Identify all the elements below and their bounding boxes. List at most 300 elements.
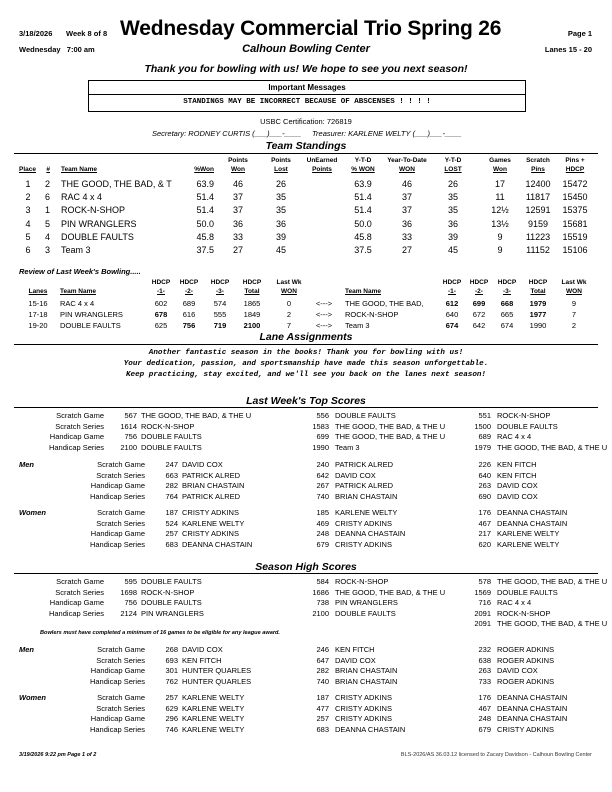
standings-col-header: Pins [531,166,545,173]
review-cell: 17-18 [28,310,48,319]
top-women-score: 683 [165,539,178,549]
season-team-name: PIN WRANGLERS [335,598,398,607]
week-label: Week 8 of 8 [66,29,108,38]
top-team-score: 689 [478,432,491,441]
standings-place: 3 [25,205,31,216]
top-women-name: KARLENE WELTY [497,539,560,549]
top-women-name: KARLENE WELTY [182,518,245,528]
review-cell: <---> [315,299,333,308]
season-women-score: 477 [316,703,329,713]
season-men-category: Handicap Game [90,666,145,675]
review-cell: 602 [154,299,168,308]
season-men-category: Scratch Series [96,655,145,665]
season-men-score: 301 [165,666,178,675]
top-team-score: 556 [316,411,329,420]
standings-cell: 11223 [525,231,551,242]
season-team-name: DOUBLE FAULTS [141,598,202,607]
lanes-label: Lanes 15 - 20 [544,45,592,54]
season-men-name: ROGER ADKINS [497,676,555,686]
messages-text: STANDINGS MAY BE INCORRECT BECAUSE OF ABSCENSES ! ! ! ! [183,98,431,106]
season-team-name: THE GOOD, THE BAD, & THE U [335,587,446,597]
season-team-name: DOUBLE FAULTS [141,577,202,586]
season-women-name: CRISTY ADKINS [335,693,392,702]
top-men-score: 642 [316,470,329,480]
season-team-score: 2091 [474,619,491,628]
season-men-score: 638 [478,655,491,665]
season-women-score: 679 [478,724,491,734]
review-col-header: HDCP [242,279,262,286]
footer-right: BLS-2026/AS 36.03.12 licensed to Zacary Davidson - Calhoun Bowling Center [400,752,592,758]
season-men-name: ROGER ADKINS [497,645,555,654]
review-cell: 0 [286,299,292,308]
season-team-name: THE GOOD, THE BAD, & THE U [497,619,608,628]
top-women-name: CRISTY ADKINS [335,539,392,549]
season-team-score: 578 [478,577,491,586]
review-cell: THE GOOD, THE BAD, [345,299,424,308]
season-team-score: 2124 [120,608,137,618]
standings-cell: DOUBLE FAULTS [61,231,134,242]
season-high-rule [14,573,598,574]
season-women-name: KARLENE WELTY [182,724,245,734]
season-women-category: Scratch Series [96,703,145,713]
season-men-score: 268 [165,645,178,654]
top-men-score: 263 [478,481,491,490]
season-women-score: 629 [165,703,178,713]
standings-cell: 12591 [525,205,551,216]
review-title: Review of Last Week's Bowling..... [19,267,141,276]
page-number: Page 1 [567,29,592,38]
review-cell: 672 [472,310,486,319]
secretary-info: Secretary: RODNEY CURTIS (___)___-____ [152,129,302,138]
review-col-header: HDCP [528,279,548,286]
standings-cell: 13½ [491,218,509,229]
review-cell: 9 [571,299,577,308]
standings-cell: 35 [447,205,458,216]
review-col-header: Last Wk [276,279,302,286]
top-men-name: PATRICK ALRED [182,470,241,480]
top-men-name: KEN FITCH [497,460,537,469]
review-cell: 719 [213,321,227,330]
standings-cell: 35 [275,205,286,216]
review-col-header: HDCP [469,279,489,286]
standings-cell: 11152 [526,245,550,255]
season-men-category: Scratch Game [97,645,145,654]
standings-place: 1 [25,179,31,189]
standings-cell: 35 [447,192,458,203]
standings-cell: 15375 [562,205,588,216]
top-women-name: DEANNA CHASTAIN [497,518,568,528]
top-women-score: 679 [316,539,329,549]
top-men-name: BRIAN CHASTAIN [182,481,245,490]
season-men-name: DAVID COX [335,655,376,665]
review-cell: 616 [182,310,196,319]
league-title: Wednesday Commercial Trio Spring 26 [120,17,502,40]
review-col-header: WON [566,288,582,295]
review-col-header: -2- [475,288,483,295]
season-team-name: ROCK-N-SHOP [497,608,551,618]
top-women-label: Women [19,508,46,517]
standings-col-header: Y-T-D [444,157,462,164]
standings-cell: 36 [401,218,412,229]
standings-cell: 15106 [562,245,588,255]
top-team-name: THE GOOD, THE BAD, & THE U [335,421,446,431]
review-cell: 674 [500,321,514,330]
top-women-score: 257 [165,529,178,538]
review-cell: 1849 [243,310,261,319]
top-team-name: THE GOOD, THE BAD, & THE U [141,411,252,420]
center-name: Calhoun Bowling Center [242,43,370,55]
standings-cell: 35 [275,192,286,203]
season-men-name: DAVID COX [497,666,538,675]
season-team-category: Scratch Series [55,587,104,597]
season-women-name: CRISTY ADKINS [335,714,392,723]
standings-cell: 9 [497,245,503,255]
top-men-name: DAVID COX [182,460,223,469]
season-men-name: BRIAN CHASTAIN [335,676,398,686]
standings-col-header: Lost [274,166,288,173]
standings-cell: 37 [401,192,412,203]
standings-cell: Team 3 [61,245,91,255]
top-team-name: ROCK-N-SHOP [497,411,551,420]
season-women-category: Scratch Game [97,693,145,702]
standings-cell: 51.4 [354,205,372,216]
review-cell: 674 [445,321,459,330]
review-cell: 668 [500,299,514,308]
top-team-name: DOUBLE FAULTS [141,442,202,452]
top-team-name: Team 3 [335,442,360,452]
top-men-name: PATRICK ALRED [335,481,394,490]
top-men-name: KEN FITCH [497,470,537,480]
top-men-category: Scratch Series [96,470,145,480]
standings-cell: 5 [44,218,50,229]
season-team-name: PIN WRANGLERS [141,608,204,618]
standings-cell: 45.8 [196,231,214,242]
review-col-header: -3- [216,288,224,295]
standings-cell: 15681 [562,218,588,229]
season-women-score: 187 [316,693,329,702]
standings-col-header: Points [228,157,248,164]
top-team-name: DOUBLE FAULTS [335,411,396,420]
standings-col-header: # [46,166,50,173]
season-women-score: 176 [478,693,491,702]
top-team-score: 1990 [312,442,329,452]
season-team-score: 2091 [474,608,491,618]
standings-cell: 50.0 [196,218,214,229]
standings-cell: 17 [494,179,505,189]
review-cell: 1865 [243,299,261,308]
standings-cell: 36 [447,218,458,229]
top-women-name: DEANNA CHASTAIN [497,508,568,517]
top-men-score: 740 [316,491,329,501]
season-team-score: 1569 [474,587,491,597]
season-women-name: DEANNA CHASTAIN [335,724,406,734]
review-cell: Team 3 [345,321,370,330]
standings-cell: 63.9 [354,179,372,189]
season-men-score: 693 [165,655,178,665]
season-men-score: 762 [165,676,178,686]
standings-cell: 39 [275,231,286,242]
top-team-category: Handicap Series [48,442,104,452]
top-team-score: 551 [478,411,491,420]
standings-col-header: WON [399,166,415,173]
top-scores-rule [14,407,598,408]
season-team-score: 738 [316,598,329,607]
top-men-score: 240 [316,460,329,469]
top-men-score: 663 [165,470,178,480]
top-men-score: 282 [165,481,178,490]
review-col-header: WON [281,288,297,295]
season-team-score: 756 [124,598,137,607]
standings-cell: 45.8 [354,231,372,242]
treasurer-info: Treasurer: KARLENE WELTY (___)___-____ [312,129,462,138]
review-cell: 2 [286,310,292,319]
review-cell: 625 [154,321,168,330]
review-col-header: Total [244,288,260,295]
top-men-category: Handicap Series [89,491,145,501]
review-col-header: Lanes [28,288,48,295]
top-team-category: Scratch Game [56,411,104,420]
top-women-name: DEANNA CHASTAIN [335,529,406,538]
footer-left: 3/19/2026 9:22 pm Page 1 of 2 [19,752,97,758]
standings-place: 2 [25,192,31,203]
standings-col-header: Year-To-Date [387,157,427,164]
season-women-name: DEANNA CHASTAIN [497,703,568,713]
top-team-score: 1979 [474,442,491,452]
standings-cell: 26 [447,179,458,189]
top-men-name: DAVID COX [335,470,376,480]
top-team-score: 756 [124,432,137,441]
messages-title: Important Messages [268,83,346,92]
report-date: 3/18/2026 [19,29,53,38]
season-women-name: DEANNA CHASTAIN [497,714,568,723]
standings-cell: 9159 [527,218,549,229]
lane-line-2: Your dedication, passion, and sportsmanship have made this season unforgettable. [123,360,489,368]
review-cell: ROCK-N-SHOP [345,310,399,319]
top-men-score: 226 [478,460,491,469]
season-team-category: Handicap Game [49,598,104,607]
top-team-category: Scratch Series [55,421,104,431]
season-men-name: HUNTER QUARLES [182,666,252,675]
season-men-category: Handicap Series [89,676,145,686]
season-team-score: 1686 [312,587,329,597]
review-col-header: HDCP [151,279,171,286]
season-women-score: 257 [316,714,329,723]
top-women-score: 217 [478,529,491,538]
standings-cell: 39 [447,231,458,242]
standings-col-header: Place [19,166,36,173]
top-men-label: Men [19,460,34,469]
review-col-header: -2- [185,288,193,295]
top-men-name: PATRICK ALRED [335,460,394,469]
standings-cell: 27 [232,245,243,255]
review-cell: 1990 [529,321,547,330]
top-men-score: 247 [165,460,178,469]
standings-cell: 3 [44,245,50,255]
review-col-header: HDCP [179,279,199,286]
standings-cell: 1 [44,205,50,216]
standings-col-header: Pins + [565,157,585,164]
top-team-score: 1583 [312,421,329,431]
standings-cell: 37 [401,205,412,216]
season-team-name: DOUBLE FAULTS [497,587,558,597]
season-women-name: CRISTY ADKINS [497,724,554,734]
season-team-name: ROCK-N-SHOP [335,577,389,586]
season-women-score: 467 [478,703,491,713]
review-cell: 555 [213,310,227,319]
review-cell: <---> [315,310,333,319]
top-team-score: 699 [316,432,329,441]
top-women-score: 469 [316,518,329,528]
season-women-score: 746 [165,724,178,734]
standings-col-header: Y-T-D [354,157,372,164]
season-women-name: KARLENE WELTY [182,693,245,702]
lane-line-3: Keep practicing, stay excited, and we'll see you back on the lanes next season! [125,371,486,379]
top-women-name: KARLENE WELTY [497,529,560,538]
standings-rule [14,153,598,154]
standings-title: Team Standings [265,140,347,152]
season-men-name: KEN FITCH [182,655,222,665]
season-men-score: 246 [316,645,329,654]
top-men-score: 640 [478,470,491,480]
top-women-name: CRISTY ADKINS [182,508,239,517]
season-women-score: 248 [478,714,491,723]
standings-place: 5 [25,231,31,242]
season-women-score: 296 [165,714,178,723]
top-team-score: 1614 [120,421,137,431]
standings-col-header: Won [231,166,245,173]
standings-cell: 37.5 [196,245,214,255]
season-women-name: KARLENE WELTY [182,714,245,723]
top-women-category: Handicap Series [89,539,145,549]
season-women-category: Handicap Series [89,724,145,734]
standings-cell: 11 [495,192,505,203]
season-team-score: 716 [478,598,491,607]
standings-cell: 37.5 [354,245,372,255]
season-men-score: 282 [316,666,329,675]
standings-place: 6 [25,245,31,255]
top-men-score: 764 [165,491,178,501]
standings-cell: 50.0 [354,218,372,229]
review-cell: DOUBLE FAULTS [60,321,121,330]
standings-cell: 33 [232,231,243,242]
top-men-category: Scratch Game [97,460,145,469]
standings-cell: 51.4 [196,205,214,216]
top-women-name: CRISTY ADKINS [182,529,239,538]
season-women-label: Women [19,693,46,702]
top-men-name: DAVID COX [497,491,538,501]
standings-cell: 37 [232,192,243,203]
standings-cell: 4 [44,231,50,242]
top-team-name: DOUBLE FAULTS [141,432,202,441]
review-cell: 19-20 [28,321,48,330]
top-team-name: DOUBLE FAULTS [497,421,558,431]
season-women-score: 257 [165,693,178,702]
standings-col-header: Won [493,166,507,173]
standings-cell: 45 [275,245,286,255]
season-team-name: DOUBLE FAULTS [335,608,396,618]
top-women-score: 187 [165,508,178,517]
season-high-title: Season High Scores [255,561,357,573]
standings-col-header: LOST [444,166,462,173]
review-cell: 642 [472,321,486,330]
top-women-name: CRISTY ADKINS [335,518,392,528]
top-women-category: Scratch Series [96,518,145,528]
standings-cell: 11817 [525,192,551,203]
review-cell: <---> [315,321,333,330]
review-cell: 678 [154,310,168,319]
season-men-score: 263 [478,666,491,675]
top-women-category: Handicap Game [90,529,145,538]
standings-cell: RAC 4 x 4 [61,192,103,203]
review-col-header: HDCP [497,279,517,286]
review-cell: 574 [213,299,227,308]
review-cell: 7 [286,321,292,330]
season-men-score: 733 [478,676,491,686]
review-col-header: Total [530,288,546,295]
standings-cell: 26 [275,179,286,189]
standings-cell: 46 [232,179,243,189]
review-cell: PIN WRANGLERS [60,310,123,319]
season-men-name: DAVID COX [182,645,223,654]
top-team-name: RAC 4 x 4 [497,432,532,441]
top-men-score: 267 [316,481,329,490]
top-men-name: DAVID COX [497,481,538,490]
standings-cell: 9 [497,231,503,242]
season-team-score: 595 [124,577,137,586]
top-women-score: 248 [316,529,329,538]
top-women-score: 524 [165,518,178,528]
review-cell: 7 [571,310,577,319]
season-men-name: ROGER ADKINS [497,655,555,665]
review-cell: 1977 [529,310,547,319]
top-team-name: THE GOOD, THE BAD, & THE U [335,432,446,441]
standings-col-header: UnEarned [306,157,338,164]
season-women-score: 683 [316,724,329,734]
standings-cell: 27 [401,245,412,255]
review-col-header: HDCP [442,279,462,286]
standings-cell: PIN WRANGLERS [61,218,137,229]
review-cell: 1979 [529,299,547,308]
top-women-score: 620 [478,539,491,549]
season-women-name: CRISTY ADKINS [335,703,392,713]
top-men-category: Handicap Game [90,481,145,490]
standings-cell: ROCK-N-SHOP [61,205,126,216]
standings-cell: 37 [232,205,243,216]
review-cell: RAC 4 x 4 [60,299,95,308]
standings-col-header: HDCP [565,166,585,173]
standings-cell: 51.4 [196,192,214,203]
standings-col-header: Team Name [61,166,98,173]
review-cell: 756 [182,321,196,330]
standings-cell: 15519 [562,231,588,242]
review-cell: 640 [445,310,459,319]
standings-cell: 36 [232,218,243,229]
standings-cell: 12½ [491,205,509,216]
season-team-category: Handicap Series [48,608,104,618]
top-women-category: Scratch Game [97,508,145,517]
top-team-category: Handicap Game [49,432,104,441]
standings-cell: 12400 [525,179,551,189]
top-team-score: 567 [124,411,137,420]
top-men-name: BRIAN CHASTAIN [335,491,398,501]
review-col-header: Last Wk [561,279,587,286]
lane-assignments-title: Lane Assignments [259,331,353,343]
standings-col-header: Points [312,166,332,173]
season-women-name: DEANNA CHASTAIN [497,693,568,702]
standings-cell: THE GOOD, THE BAD, & T [61,179,172,189]
standings-cell: 6 [44,192,50,203]
lane-assignments-rule [14,344,598,345]
